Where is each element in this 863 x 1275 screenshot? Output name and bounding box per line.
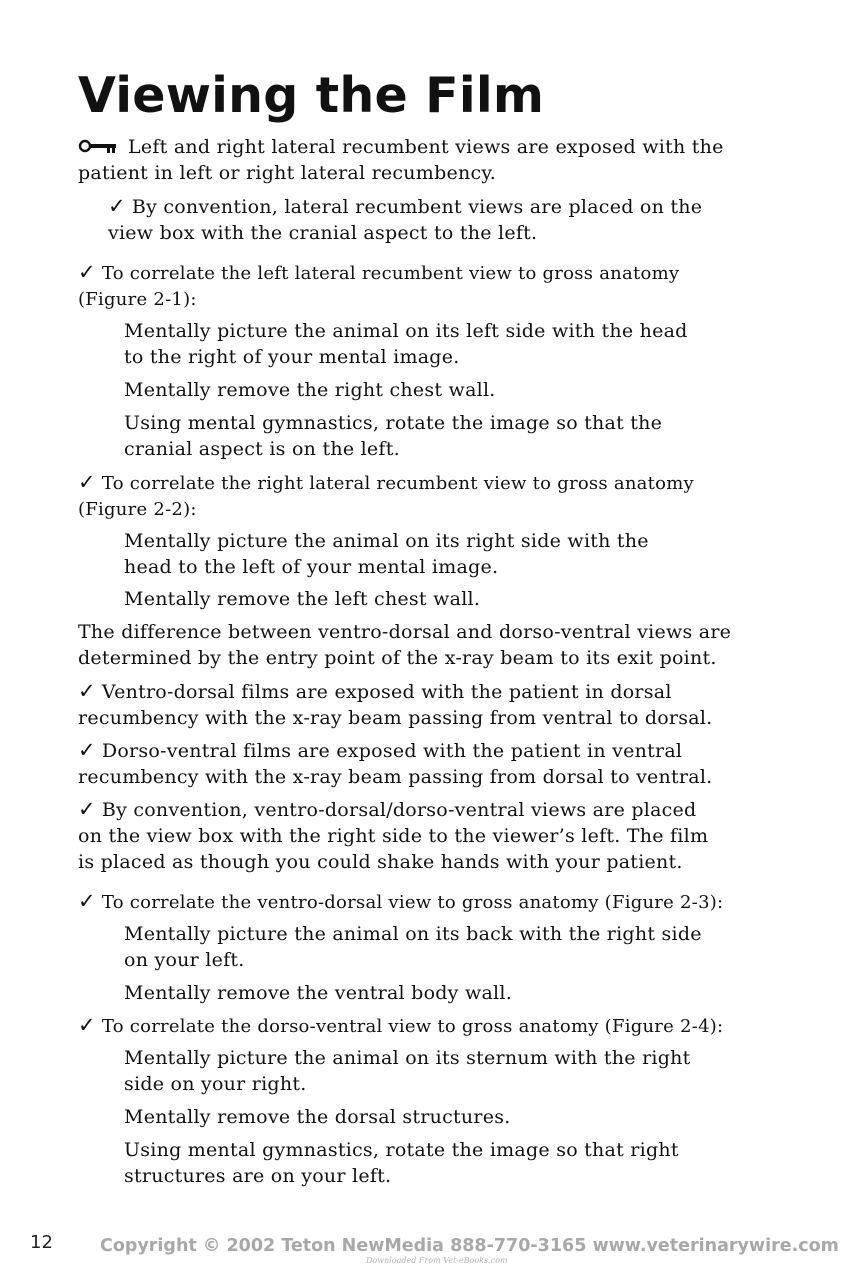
paragraph-line: recumbency with the x-ray beam passing from ventral to dorsal. — [78, 707, 713, 729]
paragraph-line: patient in left or right lateral recumbency. — [78, 162, 497, 184]
sub-item — [124, 921, 702, 973]
paragraph-text: Dorso-ventral films are exposed with the patient in ventral — [101, 740, 683, 762]
watermark: Downloaded From Vet-eBooks.com — [366, 1256, 508, 1265]
checkmark-icon: ✓ — [78, 889, 96, 913]
paragraph-line: Mentally picture the animal on its right side with the — [124, 530, 649, 552]
paragraph-line: Using mental gymnastics, rotate the image so that the — [124, 412, 663, 434]
paragraph-line: head to the left of your mental image. — [124, 556, 499, 578]
paragraph-text: To correlate the dorso-ventral view to gross anatomy (Figure 2-4): — [101, 1016, 724, 1037]
sub-item — [124, 1104, 511, 1130]
checklist-item — [78, 259, 679, 313]
sub-item — [124, 586, 480, 612]
checklist-item — [78, 737, 712, 790]
paragraph-text: To correlate the ventro-dorsal view to gross anatomy (Figure 2-3): — [101, 892, 724, 913]
checklist-item — [78, 678, 712, 731]
checkmark-icon: ✓ — [108, 194, 126, 218]
page-number: 12 — [30, 1232, 53, 1253]
paragraph-line: Mentally remove the dorsal structures. — [124, 1106, 511, 1128]
paragraph-line: cranial aspect is on the left. — [124, 438, 400, 460]
paragraph-line — [78, 1012, 723, 1040]
page-title: Viewing the Film — [78, 67, 545, 124]
sub-item — [124, 1045, 691, 1097]
paragraph-line: on the view box with the right side to the viewer’s left. The film — [78, 825, 709, 847]
paragraph-line: recumbency with the x-ray beam passing from dorsal to ventral. — [78, 766, 713, 788]
paragraph-line: determined by the entry point of the x-ray beam to its exit point. — [78, 647, 717, 669]
paragraph-text: By convention, ventro-dorsal/dorso-ventral views are placed — [101, 799, 697, 821]
paragraph-line — [78, 888, 723, 916]
checkmark-icon: ✓ — [78, 797, 96, 821]
paragraph-text: To correlate the left lateral recumbent view to gross anatomy — [101, 263, 680, 284]
paragraph-line: Mentally picture the animal on its left side with the head — [124, 320, 688, 342]
paragraph-text: Left and right lateral recumbent views are exposed with the — [128, 136, 724, 158]
checklist-item — [108, 193, 702, 246]
paragraph-text: To correlate the right lateral recumbent view to gross anatomy — [101, 473, 694, 494]
paragraph-line: Mentally remove the left chest wall. — [124, 588, 481, 610]
checklist-item — [78, 888, 723, 916]
paragraph-line — [78, 796, 708, 823]
paragraph-line: Using mental gymnastics, rotate the image so that right — [124, 1139, 679, 1161]
sub-item — [124, 1137, 679, 1189]
paragraph-line — [78, 259, 679, 287]
key-paragraph — [78, 134, 724, 186]
paragraph-line — [108, 193, 702, 220]
body-paragraph — [78, 619, 731, 671]
paragraph-line: side on your right. — [124, 1073, 307, 1095]
paragraph-text: By convention, lateral recumbent views are placed on the — [131, 196, 703, 218]
checklist-item — [78, 1012, 723, 1040]
paragraph-text: Ventro-dorsal films are exposed with the patient in dorsal — [101, 681, 672, 703]
sub-item — [124, 377, 496, 403]
sub-item — [124, 318, 688, 370]
checkmark-icon: ✓ — [78, 679, 96, 703]
sub-item — [124, 528, 649, 580]
paragraph-line — [78, 469, 694, 497]
paragraph-line: Mentally remove the ventral body wall. — [124, 982, 512, 1004]
sub-item — [124, 410, 662, 462]
paragraph-line: The difference between ventro-dorsal and dorso-ventral views are — [78, 621, 732, 643]
checkmark-icon: ✓ — [78, 1013, 96, 1037]
paragraph-line: on your left. — [124, 949, 245, 971]
checkmark-icon: ✓ — [78, 738, 96, 762]
sub-item — [124, 980, 512, 1006]
paragraph-line — [78, 737, 712, 764]
paragraph-line: view box with the cranial aspect to the left. — [108, 222, 538, 244]
copyright-footer: Copyright © 2002 Teton NewMedia 888-770-3165 www.veterinarywire.com — [100, 1236, 839, 1256]
paragraph-line: structures are on your left. — [124, 1165, 392, 1187]
paragraph-line — [78, 678, 712, 705]
paragraph-line: Mentally picture the animal on its sternum with the right — [124, 1047, 691, 1069]
checkmark-icon: ✓ — [78, 470, 96, 494]
paragraph-line — [78, 134, 724, 160]
paragraph-line: (Figure 2-2): — [78, 499, 197, 520]
key-icon — [78, 137, 118, 155]
checklist-item — [78, 796, 708, 875]
paragraph-line: is placed as though you could shake hands with your patient. — [78, 851, 683, 873]
paragraph-line: to the right of your mental image. — [124, 346, 460, 368]
paragraph-line: Mentally remove the right chest wall. — [124, 379, 496, 401]
checklist-item — [78, 469, 694, 523]
checkmark-icon: ✓ — [78, 260, 96, 284]
paragraph-line: (Figure 2-1): — [78, 289, 197, 310]
paragraph-line: Mentally picture the animal on its back with the right side — [124, 923, 702, 945]
